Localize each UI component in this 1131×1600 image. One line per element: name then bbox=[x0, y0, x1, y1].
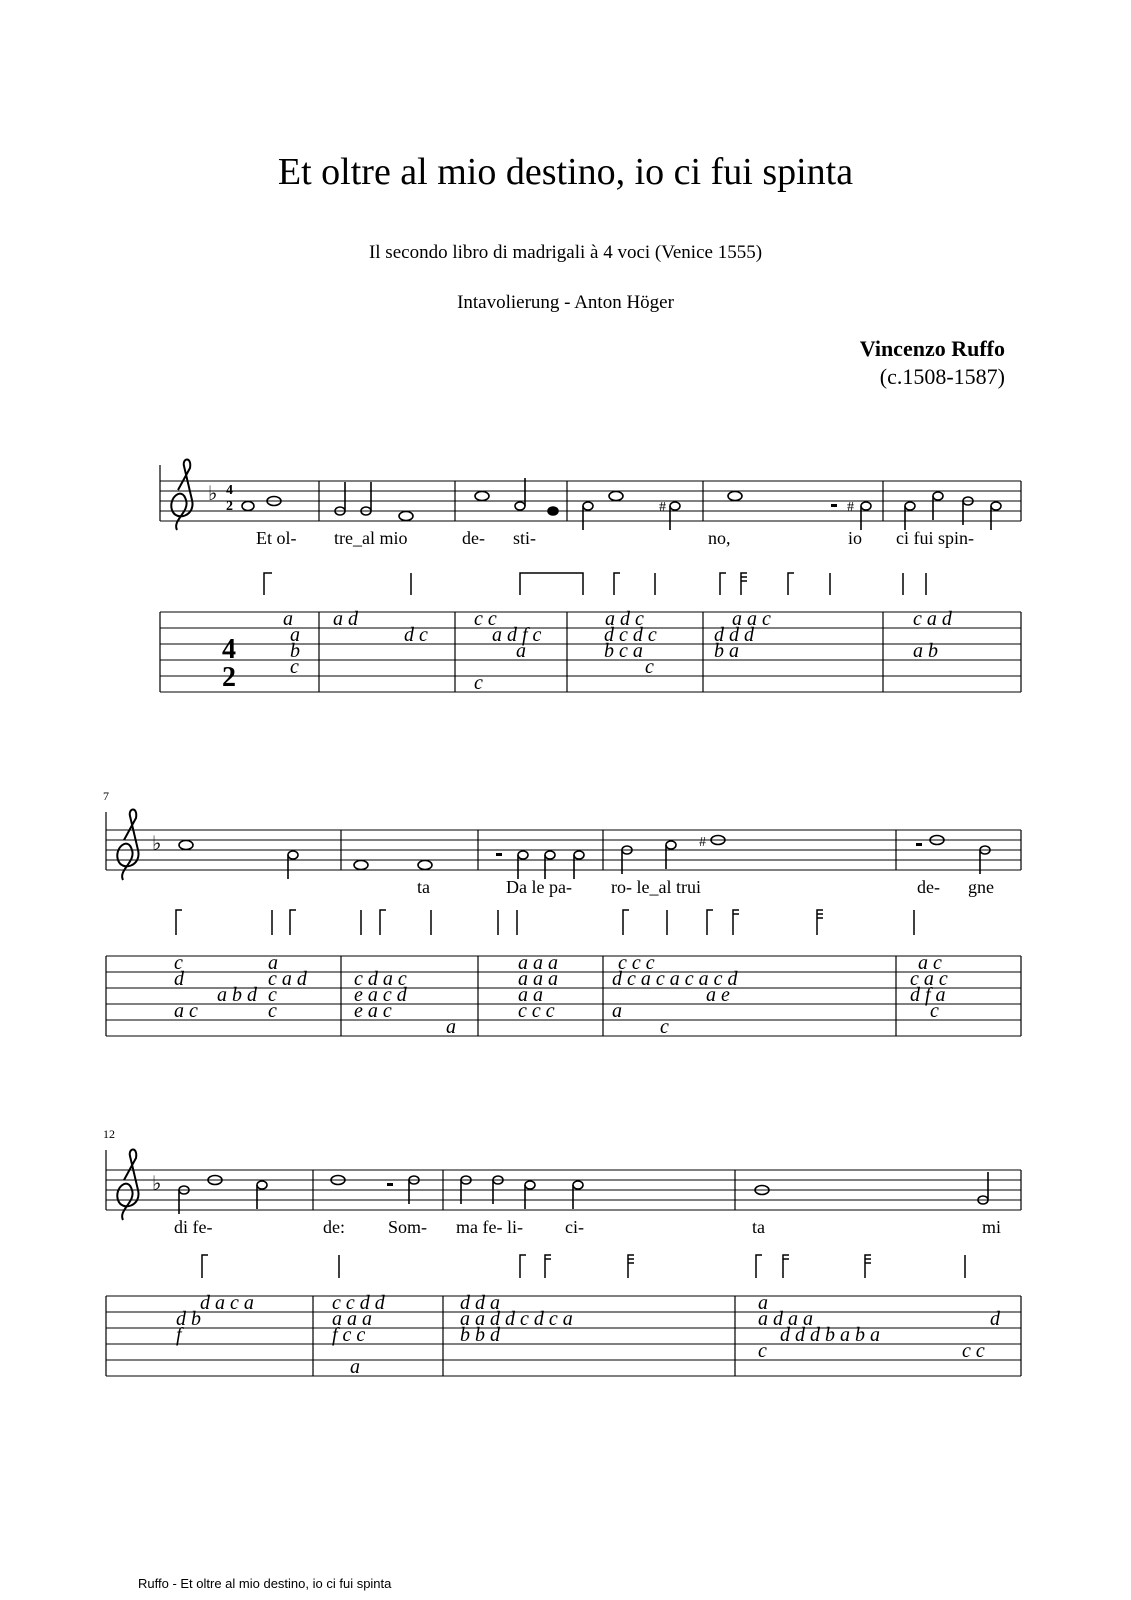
tab-row-2: d c bbox=[404, 624, 428, 646]
sharp-sign-icon: # bbox=[847, 500, 854, 515]
tab-row-1: a c bbox=[918, 952, 942, 974]
staff-lines bbox=[106, 1170, 1021, 1210]
lyric-syllable: ci- bbox=[565, 1217, 584, 1237]
tab-row-1: a bbox=[268, 952, 278, 974]
notes bbox=[179, 836, 990, 880]
piece-title: Et oltre al mio destino, io ci fui spinta bbox=[277, 151, 854, 193]
tab-letters bbox=[174, 952, 948, 1038]
composer-dates: (c.1508-1587) bbox=[879, 364, 1005, 389]
lyric-syllable: Da le pa- bbox=[506, 877, 572, 897]
lyric-syllable: sti- bbox=[513, 528, 537, 548]
piece-subtitle: Il secondo libro di madrigali à 4 voci (Venice 1555) bbox=[368, 242, 763, 263]
tab-row-4: a c bbox=[174, 1000, 198, 1022]
tab-row-2: a d f c bbox=[492, 624, 542, 646]
tab-row-2: c a d bbox=[268, 968, 307, 990]
rest-icon bbox=[387, 1183, 393, 1186]
rhythm-flags bbox=[202, 1255, 965, 1278]
rest-icon bbox=[496, 853, 502, 856]
tab-row-1: c c bbox=[474, 608, 497, 630]
tab-row-1: d a c a bbox=[200, 1292, 254, 1314]
treble-clef-icon bbox=[117, 810, 138, 881]
tab-row-1: c a d bbox=[913, 608, 952, 630]
tab-row-2: c a c bbox=[910, 968, 948, 990]
staff-barlines bbox=[160, 465, 1021, 521]
staff-lines bbox=[160, 481, 1021, 521]
tab-row-2: a bbox=[290, 624, 300, 646]
measure-number: 12 bbox=[103, 1127, 115, 1141]
lyrics-row bbox=[256, 528, 974, 548]
tab-row-2: a a d d c d c a bbox=[460, 1308, 573, 1330]
sharp-sign-icon: # bbox=[659, 500, 666, 515]
tab-row-3: b bbox=[290, 640, 300, 662]
tab-row-4: c bbox=[645, 656, 654, 678]
tab-row-3: a a bbox=[518, 984, 543, 1006]
tab-row-4: c bbox=[758, 1340, 767, 1362]
tab-row-5: c bbox=[660, 1016, 669, 1038]
tab-row-1: c bbox=[174, 952, 183, 974]
tab-row-1: a d c bbox=[605, 608, 644, 630]
lyric-syllable: de- bbox=[917, 877, 940, 897]
lyric-syllable: ro- le_al trui bbox=[611, 877, 701, 897]
composer-name: Vincenzo Ruffo bbox=[859, 336, 1005, 361]
tab-row-3: a b d bbox=[217, 984, 257, 1006]
tab-row-1: a d bbox=[333, 608, 358, 630]
rhythm-flags bbox=[264, 573, 926, 595]
tab-row-2: a a a bbox=[518, 968, 558, 990]
lyrics-row bbox=[417, 877, 994, 897]
tab-row-3: b b d bbox=[460, 1324, 500, 1346]
tab-row-2: a a a bbox=[332, 1308, 372, 1330]
treble-clef-icon bbox=[171, 460, 192, 531]
tab-row-2: d bbox=[174, 968, 184, 990]
lyric-syllable: Et ol- bbox=[256, 528, 297, 548]
system-3 bbox=[103, 1127, 1021, 1378]
tab-row-3: c bbox=[268, 984, 277, 1006]
tab-row-4: c c c bbox=[518, 1000, 555, 1022]
lyric-syllable: mi bbox=[982, 1217, 1002, 1237]
lyric-syllable: Som- bbox=[388, 1217, 428, 1237]
lyric-syllable: de- bbox=[462, 528, 485, 548]
staff-lines bbox=[106, 830, 1021, 870]
tab-row-1: a a a bbox=[518, 952, 558, 974]
lyric-syllable: de: bbox=[323, 1217, 345, 1237]
tab-time-sig-top: 4 bbox=[222, 634, 236, 665]
system-2 bbox=[103, 789, 1021, 1038]
notes bbox=[179, 1172, 988, 1214]
rest-icon bbox=[831, 504, 837, 507]
tab-row-3: a e bbox=[706, 984, 730, 1006]
lyric-syllable: tre_al mio bbox=[334, 528, 408, 548]
tab-row-4: c bbox=[930, 1000, 939, 1022]
time-sig-top: 4 bbox=[226, 483, 233, 498]
flat-sign-icon: ♭ bbox=[152, 833, 162, 855]
tab-letters bbox=[176, 1292, 1001, 1378]
tab-row-2: d b bbox=[176, 1308, 201, 1330]
tab-row-1: a bbox=[283, 608, 293, 630]
time-sig-bottom: 2 bbox=[226, 499, 233, 514]
tab-row-2: d c a c a c a c d bbox=[612, 968, 738, 990]
lyric-syllable: di fe- bbox=[174, 1217, 213, 1237]
tab-row-3: d f a bbox=[910, 984, 946, 1006]
sharp-sign-icon: # bbox=[699, 835, 706, 850]
tab-row-3: a b bbox=[913, 640, 938, 662]
tab-row-5: a bbox=[446, 1016, 456, 1038]
tab-row-4: c bbox=[290, 656, 299, 678]
tab-time-sig-bottom: 2 bbox=[222, 662, 236, 693]
lyric-syllable: ma fe- li- bbox=[456, 1217, 523, 1237]
flat-sign-icon: ♭ bbox=[208, 483, 218, 505]
system-1 bbox=[160, 460, 1021, 695]
rhythm-flags bbox=[176, 910, 914, 935]
flat-sign-icon: ♭ bbox=[152, 1173, 162, 1195]
tab-row-2: d d d bbox=[714, 624, 754, 646]
tab-row-4: a bbox=[350, 1356, 360, 1378]
tab-row-1: a a c bbox=[732, 608, 771, 630]
lyric-syllable: gne bbox=[968, 877, 994, 897]
lyrics-row bbox=[174, 1217, 1001, 1237]
tab-row-2: d bbox=[990, 1308, 1000, 1330]
tab-row-4: a bbox=[612, 1000, 622, 1022]
lyric-syllable: no, bbox=[708, 528, 731, 548]
tab-row-3: b c a bbox=[604, 640, 643, 662]
staff-barlines bbox=[106, 812, 1021, 870]
tab-row-3: b a bbox=[714, 640, 739, 662]
lyric-syllable: ci fui spin- bbox=[896, 528, 974, 548]
tab-row-1: c c c bbox=[618, 952, 655, 974]
notes bbox=[242, 478, 1001, 530]
tab-row-3: a bbox=[516, 640, 526, 662]
tab-row-3: f bbox=[176, 1324, 182, 1346]
tab-letters bbox=[283, 608, 953, 694]
tab-row-3: e a c d bbox=[354, 984, 407, 1006]
tab-row-4: c bbox=[268, 1000, 277, 1022]
tab-row-2: d c d c bbox=[604, 624, 657, 646]
tab-row-4: c c bbox=[962, 1340, 985, 1362]
tab-row-1: a bbox=[758, 1292, 768, 1314]
treble-clef-icon bbox=[117, 1150, 138, 1221]
tab-row-1: c c d d bbox=[332, 1292, 385, 1314]
lyric-syllable: ta bbox=[752, 1217, 765, 1237]
tab-row-3: d d d b a b a bbox=[780, 1324, 880, 1346]
lyric-syllable: ta bbox=[417, 877, 430, 897]
tab-row-1: d d a bbox=[460, 1292, 500, 1314]
tab-row-4: e a c bbox=[354, 1000, 392, 1022]
tab-row-3: f c c bbox=[332, 1324, 366, 1346]
lyric-syllable: io bbox=[848, 528, 863, 548]
page-footer: Ruffo - Et oltre al mio destino, io ci fui spinta bbox=[138, 1576, 392, 1591]
tab-row-2: c d a c bbox=[354, 968, 407, 990]
tab-row-2: a d a a bbox=[758, 1308, 813, 1330]
tab-row-4: c bbox=[474, 672, 483, 694]
arranger-credit: Intavolierung - Anton Höger bbox=[457, 292, 674, 313]
measure-number: 7 bbox=[103, 789, 109, 803]
rest-icon bbox=[916, 843, 922, 846]
